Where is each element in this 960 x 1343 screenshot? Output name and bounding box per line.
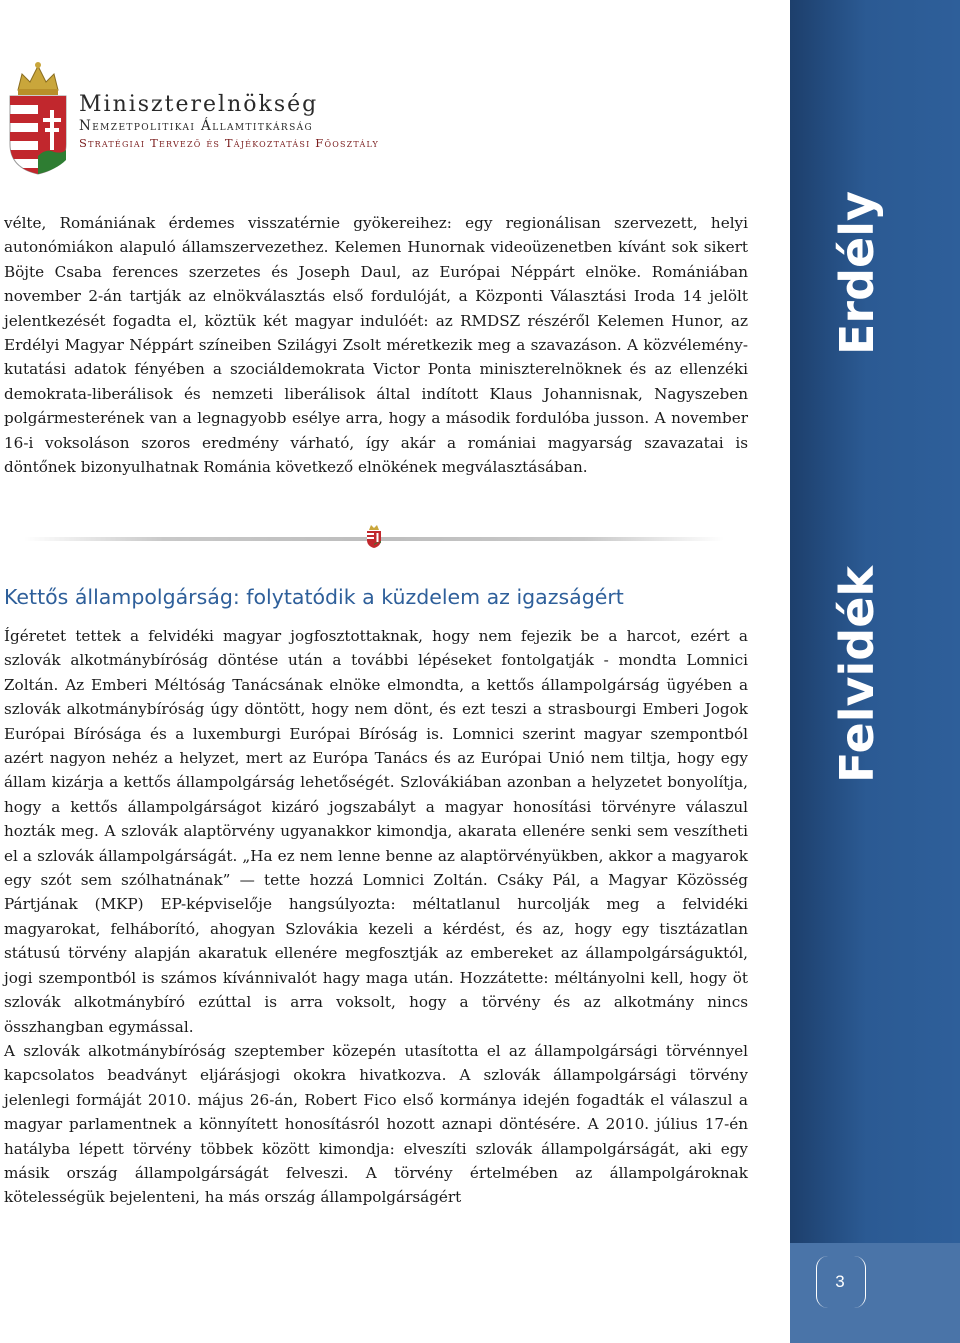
article-paragraph-felvidek-2: A szlovák alkotmánybíróság szeptember közepén utasította el az állampolgársági törvénnyel kapcsolatos beadványt eljárásjogi okokra hivatkozva. A szlovák állampolgársági törvény jelenlegi formáját 2010. május 26-án, Robert Fico első kormánya idején fogadták el válaszul a magyar parlamentnek a könnyített honosításról hozott aznapi döntésére. A 2010. július 17-én hatályba lépett törvény többek között kimondja: elveszíti szlovák állampolgárságát, aki egy másik ország állampolgárságát felveszi. A törvény értelmében az állampolgároknak kötelességük bejelenteni, ha más ország állampolgárságért xyxy=(4,1041,748,1207)
sidebar-label-felvidek: Felvidék xyxy=(830,566,884,783)
article-paragraph-felvidek-1: Ígéretet tettek a felvidéki magyar jogfosztottaknak, hogy nem fejezik be a harcot, ezért a szlovák alkotmánybíróság döntése után a további lépéseket fontolgatják - mondta Lomnici Zoltán. Az Emberi Méltóság Tanácsának elnöke elmondta, a kettős állampolgárság ügyében a szlovák alkotmánybíróság úgy döntött, hogy nem dönt, és ezt teszi a strasbourgi Emberi Jogok Európai Bírósága és a luxemburgi Európai Bíróság is. Lomnici szerint magyar szempontból azért nagyon nehéz a helyzet, mert az Európa Tanács és az Európai Unió nem tiltja, hogy egy állam kizárja a kettős állampolgárság lehetőségét. Szlovákiában azonban a helyzetet bonyolítja, hogy a kettős állampolgárságot kizáró jogszabályt a magyar honosítási törvényre válaszul hozták meg. A szlovák alaptörvény ugyanakkor kimondja, akarata ellenére senki sem veszítheti el a szlovák állampolgárságát. „Ha ez nem lenne benne az alaptörvényükben, akkor a magyarok egy szót sem szólhatnának” — tette hozzá Lomnici Zoltán. Csáky Pál, a Magyar Közösség Pártjának (MKP) EP-képviselője hangsúlyozta: méltatlanul hurcolják meg a felvidéki magyarokat, felháborító, ahogyan Szlovákia kezeli a kérdést, és az, hogy egy tisztázatlan státusú törvény alapján akaratuk ellenére megfosztják az embereket az állampolgárságuktól, jogi szempontból is számos kívánnivalót hagy maga után. Hozzátette: méltányolni kell, hogy öt szlovák alkotmánybíró ezúttal is arra voksolt, hogy a törvény és az alkotmány nincs összhangban egymással. xyxy=(4,627,748,1036)
section-title: Kettős állampolgárság: folytatódik a küzdelem az igazságért xyxy=(4,585,624,609)
org-title: Miniszterelnökség xyxy=(79,92,319,117)
org-department: Stratégiai Tervező és Tájékoztatási Főosztály xyxy=(79,136,379,150)
org-subtitle: Nemzetpolitikai Államtitkárság xyxy=(79,118,314,134)
small-crest-icon xyxy=(366,524,382,552)
article-paragraph-erdely: vélte, Romániának érdemes visszatérnie gyökereihez: egy regionálisan szervezett, helyi autonómiákon alapuló államszervezethez. Kelemen Hunornak videoüzenetben kívánt sok sikert Böjte Csaba ferences szerzetes és Joseph Daul, az Európai Néppárt elnöke. Romániában november 2-án tartják az elnökválasztás első fordulóját, a Központi Választási Iroda 14 jelölt jelentkezését fogadta el, köztük két magyar indulóét: az RMDSZ részéről Kelemen Hunor, az Erdélyi Magyar Néppárt színeiben Szilágyi Zsolt méretkezik meg a szavazáson. A közvélemény-kutatási adatok fényében a szociáldemokrata Victor Ponta miniszterelnöknek és az ellenzéki demokrata-liberálisok és nemzeti liberálisok által indított Klaus Johannisnak, Nagyszeben polgármesterének van a legnagyobb esélye arra, hogy a második fordulóba jusson. A november 16-i voksoláson szoros eredmény várható, így akár a romániai magyarság szavazatai is döntőnek bizonyulhatnak Románia következő elnökének megválasztásában. xyxy=(4,214,748,477)
page-number: 3 xyxy=(835,1272,845,1291)
coat-of-arms-logo xyxy=(6,60,70,180)
article-body-felvidek xyxy=(4,624,748,1210)
sidebar-label-erdely: Erdély xyxy=(830,191,884,355)
